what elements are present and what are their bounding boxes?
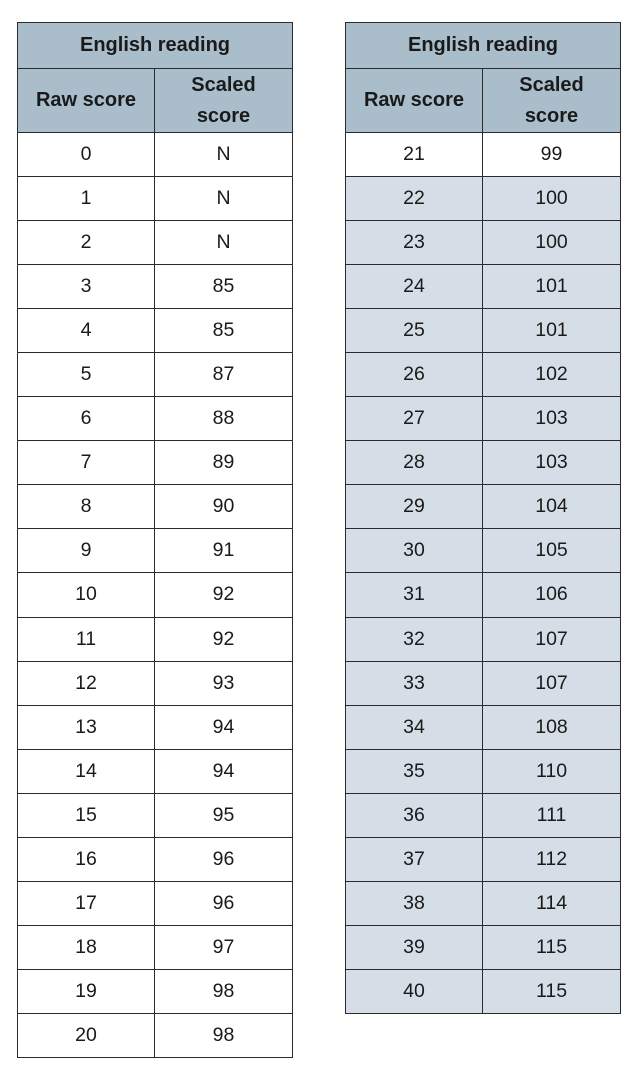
scaled-score-cell: 85 xyxy=(155,265,293,309)
raw-score-cell: 7 xyxy=(18,441,155,485)
scaled-score-cell: 115 xyxy=(483,925,621,969)
scaled-score-cell: 95 xyxy=(155,793,293,837)
table-row xyxy=(18,221,293,265)
scaled-score-cell: 100 xyxy=(483,177,621,221)
raw-score-cell: 2 xyxy=(18,221,155,265)
scaled-score-cell: 96 xyxy=(155,837,293,881)
scaled-score-cell: 92 xyxy=(155,617,293,661)
table-row xyxy=(18,133,293,177)
scaled-score-cell: 98 xyxy=(155,969,293,1013)
table-row xyxy=(18,529,293,573)
raw-score-cell: 9 xyxy=(18,529,155,573)
scaled-score-cell: 106 xyxy=(483,573,621,617)
raw-score-cell: 32 xyxy=(346,617,483,661)
scaled-score-cell: 85 xyxy=(155,309,293,353)
scaled-score-cell: 97 xyxy=(155,925,293,969)
raw-score-cell: 21 xyxy=(346,133,483,177)
column-header-raw-score: Raw score xyxy=(18,69,155,133)
scaled-score-cell: 111 xyxy=(483,793,621,837)
scaled-score-cell: 108 xyxy=(483,705,621,749)
scaled-score-cell: 99 xyxy=(483,133,621,177)
scaled-score-cell: 101 xyxy=(483,265,621,309)
table-row xyxy=(18,573,293,617)
raw-score-cell: 39 xyxy=(346,925,483,969)
table-row xyxy=(346,309,621,353)
raw-score-cell: 16 xyxy=(18,837,155,881)
table-row xyxy=(18,661,293,705)
table-row xyxy=(346,881,621,925)
table-row xyxy=(346,793,621,837)
raw-score-cell: 22 xyxy=(346,177,483,221)
raw-score-cell: 23 xyxy=(346,221,483,265)
table-row xyxy=(346,617,621,661)
table-row xyxy=(346,705,621,749)
table-row xyxy=(18,881,293,925)
raw-score-cell: 0 xyxy=(18,133,155,177)
raw-score-cell: 25 xyxy=(346,309,483,353)
raw-score-cell: 12 xyxy=(18,661,155,705)
raw-score-cell: 15 xyxy=(18,793,155,837)
table-row xyxy=(18,837,293,881)
table-row xyxy=(346,573,621,617)
scaled-score-cell: 92 xyxy=(155,573,293,617)
raw-score-cell: 30 xyxy=(346,529,483,573)
table-row xyxy=(18,705,293,749)
raw-score-cell: 14 xyxy=(18,749,155,793)
table-row xyxy=(18,309,293,353)
scaled-score-cell: 107 xyxy=(483,661,621,705)
table-row xyxy=(18,397,293,441)
scaled-score-cell: 105 xyxy=(483,529,621,573)
scaled-score-cell: N xyxy=(155,221,293,265)
scaled-score-cell: 88 xyxy=(155,397,293,441)
raw-score-cell: 37 xyxy=(346,837,483,881)
column-header-raw-score: Raw score xyxy=(346,69,483,133)
table-row xyxy=(18,749,293,793)
scaled-score-cell: 101 xyxy=(483,309,621,353)
scaled-score-cell: 96 xyxy=(155,881,293,925)
raw-score-cell: 17 xyxy=(18,881,155,925)
scaled-score-cell: 104 xyxy=(483,485,621,529)
scaled-score-cell: N xyxy=(155,133,293,177)
raw-score-cell: 4 xyxy=(18,309,155,353)
raw-score-cell: 1 xyxy=(18,177,155,221)
scaled-score-cell: 100 xyxy=(483,221,621,265)
raw-score-cell: 27 xyxy=(346,397,483,441)
column-header-scaled-score: Scaled score xyxy=(483,69,621,133)
table-title: English reading xyxy=(18,23,293,69)
table-row xyxy=(346,529,621,573)
column-header-scaled-score: Scaled score xyxy=(155,69,293,133)
table-row xyxy=(18,793,293,837)
raw-score-cell: 20 xyxy=(18,1013,155,1057)
table-row xyxy=(346,837,621,881)
raw-score-cell: 6 xyxy=(18,397,155,441)
raw-score-cell: 38 xyxy=(346,881,483,925)
table-row xyxy=(346,485,621,529)
raw-score-cell: 3 xyxy=(18,265,155,309)
scaled-score-cell: 115 xyxy=(483,969,621,1013)
score-table-right xyxy=(345,22,621,1014)
table-row xyxy=(346,353,621,397)
raw-score-cell: 33 xyxy=(346,661,483,705)
table-row xyxy=(346,265,621,309)
raw-score-cell: 19 xyxy=(18,969,155,1013)
raw-score-cell: 28 xyxy=(346,441,483,485)
table-body xyxy=(346,133,621,1014)
scaled-score-cell: 87 xyxy=(155,353,293,397)
scaled-score-cell: 94 xyxy=(155,705,293,749)
scaled-score-cell: 103 xyxy=(483,397,621,441)
scaled-score-cell: 102 xyxy=(483,353,621,397)
table-row xyxy=(18,617,293,661)
scaled-score-cell: 93 xyxy=(155,661,293,705)
table-row xyxy=(18,353,293,397)
table-row xyxy=(18,265,293,309)
table-row xyxy=(346,969,621,1013)
raw-score-cell: 29 xyxy=(346,485,483,529)
raw-score-cell: 8 xyxy=(18,485,155,529)
table-row xyxy=(346,661,621,705)
table-row xyxy=(18,441,293,485)
raw-score-cell: 11 xyxy=(18,617,155,661)
raw-score-cell: 36 xyxy=(346,793,483,837)
score-table-left xyxy=(17,22,293,1058)
scaled-score-cell: 103 xyxy=(483,441,621,485)
scaled-score-cell: 94 xyxy=(155,749,293,793)
scaled-score-cell: 90 xyxy=(155,485,293,529)
table-row xyxy=(346,749,621,793)
table-row xyxy=(18,177,293,221)
raw-score-cell: 18 xyxy=(18,925,155,969)
table-row xyxy=(18,969,293,1013)
raw-score-cell: 10 xyxy=(18,573,155,617)
table-row xyxy=(346,133,621,177)
scaled-score-cell: 114 xyxy=(483,881,621,925)
scaled-score-cell: 110 xyxy=(483,749,621,793)
raw-score-cell: 34 xyxy=(346,705,483,749)
table-title: English reading xyxy=(346,23,621,69)
table-row xyxy=(18,1013,293,1057)
scaled-score-cell: N xyxy=(155,177,293,221)
table-row xyxy=(18,485,293,529)
scaled-score-cell: 91 xyxy=(155,529,293,573)
table-row xyxy=(18,925,293,969)
table-row xyxy=(346,925,621,969)
scaled-score-cell: 89 xyxy=(155,441,293,485)
table-row xyxy=(346,397,621,441)
scaled-score-cell: 98 xyxy=(155,1013,293,1057)
table-row xyxy=(346,441,621,485)
raw-score-cell: 24 xyxy=(346,265,483,309)
scaled-score-cell: 112 xyxy=(483,837,621,881)
raw-score-cell: 5 xyxy=(18,353,155,397)
table-row xyxy=(346,177,621,221)
raw-score-cell: 13 xyxy=(18,705,155,749)
scaled-score-cell: 107 xyxy=(483,617,621,661)
table-body xyxy=(18,133,293,1058)
table-row xyxy=(346,221,621,265)
raw-score-cell: 40 xyxy=(346,969,483,1013)
raw-score-cell: 35 xyxy=(346,749,483,793)
raw-score-cell: 31 xyxy=(346,573,483,617)
raw-score-cell: 26 xyxy=(346,353,483,397)
